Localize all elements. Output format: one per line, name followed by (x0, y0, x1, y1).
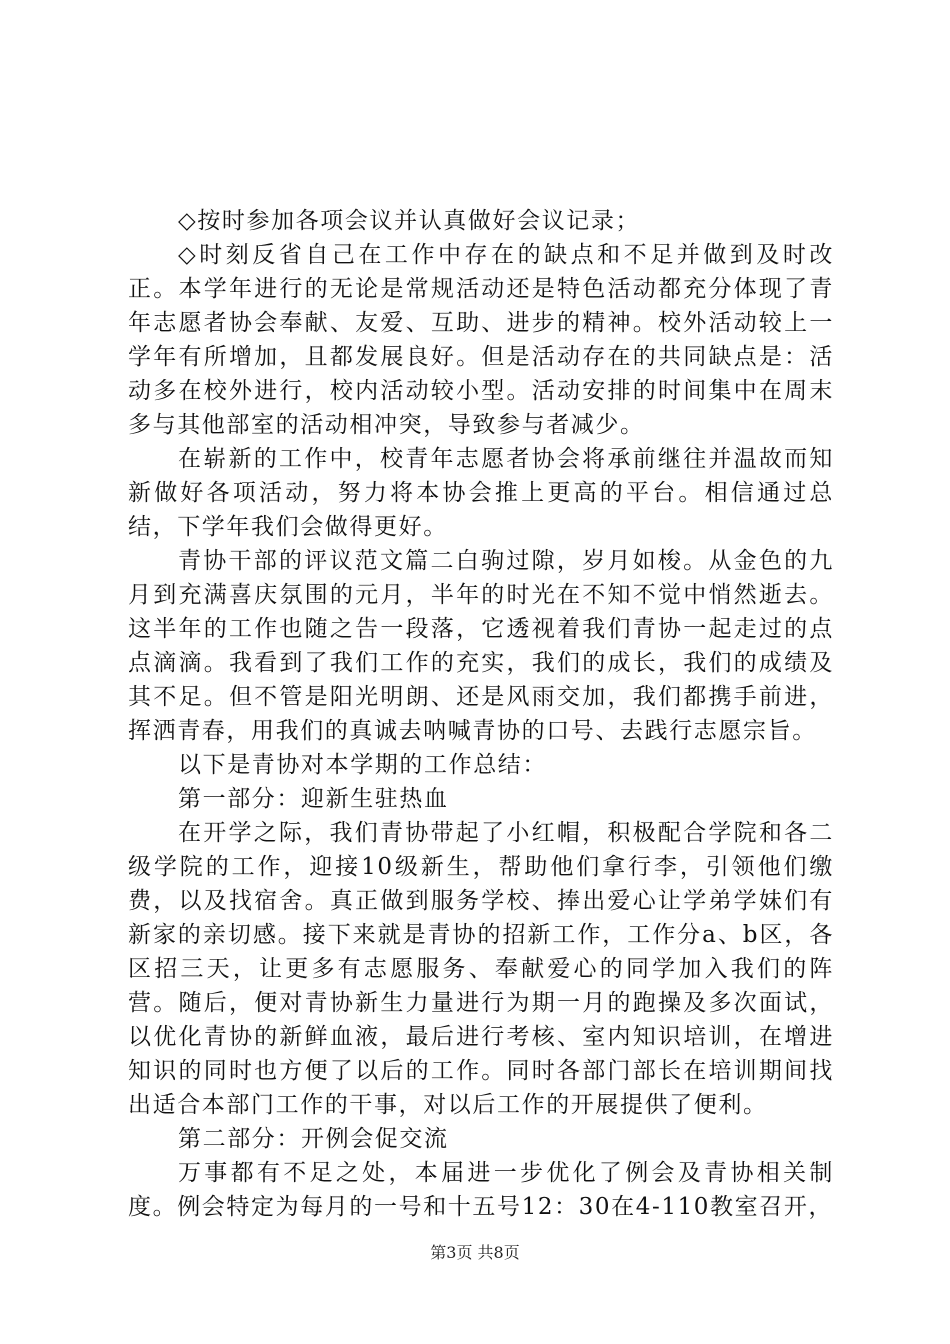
paragraph-freshmen-welcome: 在开学之际，我们青协带起了小红帽，积极配合学院和各二级学院的工作，迎接10级新生，帮助他们拿行李，引领他们缴费，以及找宿舍。真正做到服务学校、捧出爱心让学弟学妹们有新家的亲切感。接下来就是青协的招新工作，工作分a、b区，各区招三天，让更多有志愿服务、奉献爱心的同学加入我们的阵营。随后，便对青协新生力量进行为期一月的跑操及多次面试，以优化青协的新鲜血液，最后进行考核、室内知识培训，在增进知识的同时也方便了以后的工作。同时各部门部长在培训期间找出适合本部门工作的干事，对以后工作的开展提供了便利。 (128, 820, 834, 1118)
paragraph-summary-intro: 以下是青协对本学期的工作总结： (178, 752, 547, 778)
paragraph-meeting-records: ◇按时参加各项会议并认真做好会议记录； (178, 208, 641, 234)
document-body (128, 204, 834, 1224)
paragraph-regular-meetings: 万事都有不足之处，本届进一步优化了例会及青协相关制度。例会特定为每月的一号和十五号12：30在4-110教室召开， (128, 1160, 834, 1220)
page-number-footer: 第3页 共8页 (430, 1243, 520, 1262)
paragraph-new-work: 在崭新的工作中，校青年志愿者协会将承前继往并温故而知新做好各项活动，努力将本协会推上更高的平台。相信通过总结，下学年我们会做得更好。 (128, 446, 834, 540)
section-heading-part-one: 第一部分：迎新生驻热血 (178, 786, 449, 812)
paragraph-essay-two: 青协干部的评议范文篇二白驹过隙，岁月如梭。从金色的九月到充满喜庆氛围的元月，半年的时光在不知不觉中悄然逝去。这半年的工作也随之告一段落，它透视着我们青协一起走过的点点滴滴。我看到了我们工作的充实，我们的成长，我们的成绩及其不足。但不管是阳光明朗、还是风雨交加，我们都携手前进，挥洒青春，用我们的真诚去呐喊青协的口号、去践行志愿宗旨。 (128, 548, 834, 744)
section-heading-part-two: 第二部分：开例会促交流 (178, 1126, 449, 1152)
paragraph-self-reflection: ◇时刻反省自己在工作中存在的缺点和不足并做到及时改正。本学年进行的无论是常规活动还是特色活动都充分体现了青年志愿者协会奉献、友爱、互助、进步的精神。校外活动较上一学年有所增加，且都发展良好。但是活动存在的共同缺点是：活动多在校外进行，校内活动较小型。活动安排的时间集中在周末多与其他部室的活动相冲突，导致参与者减少。 (128, 242, 834, 438)
